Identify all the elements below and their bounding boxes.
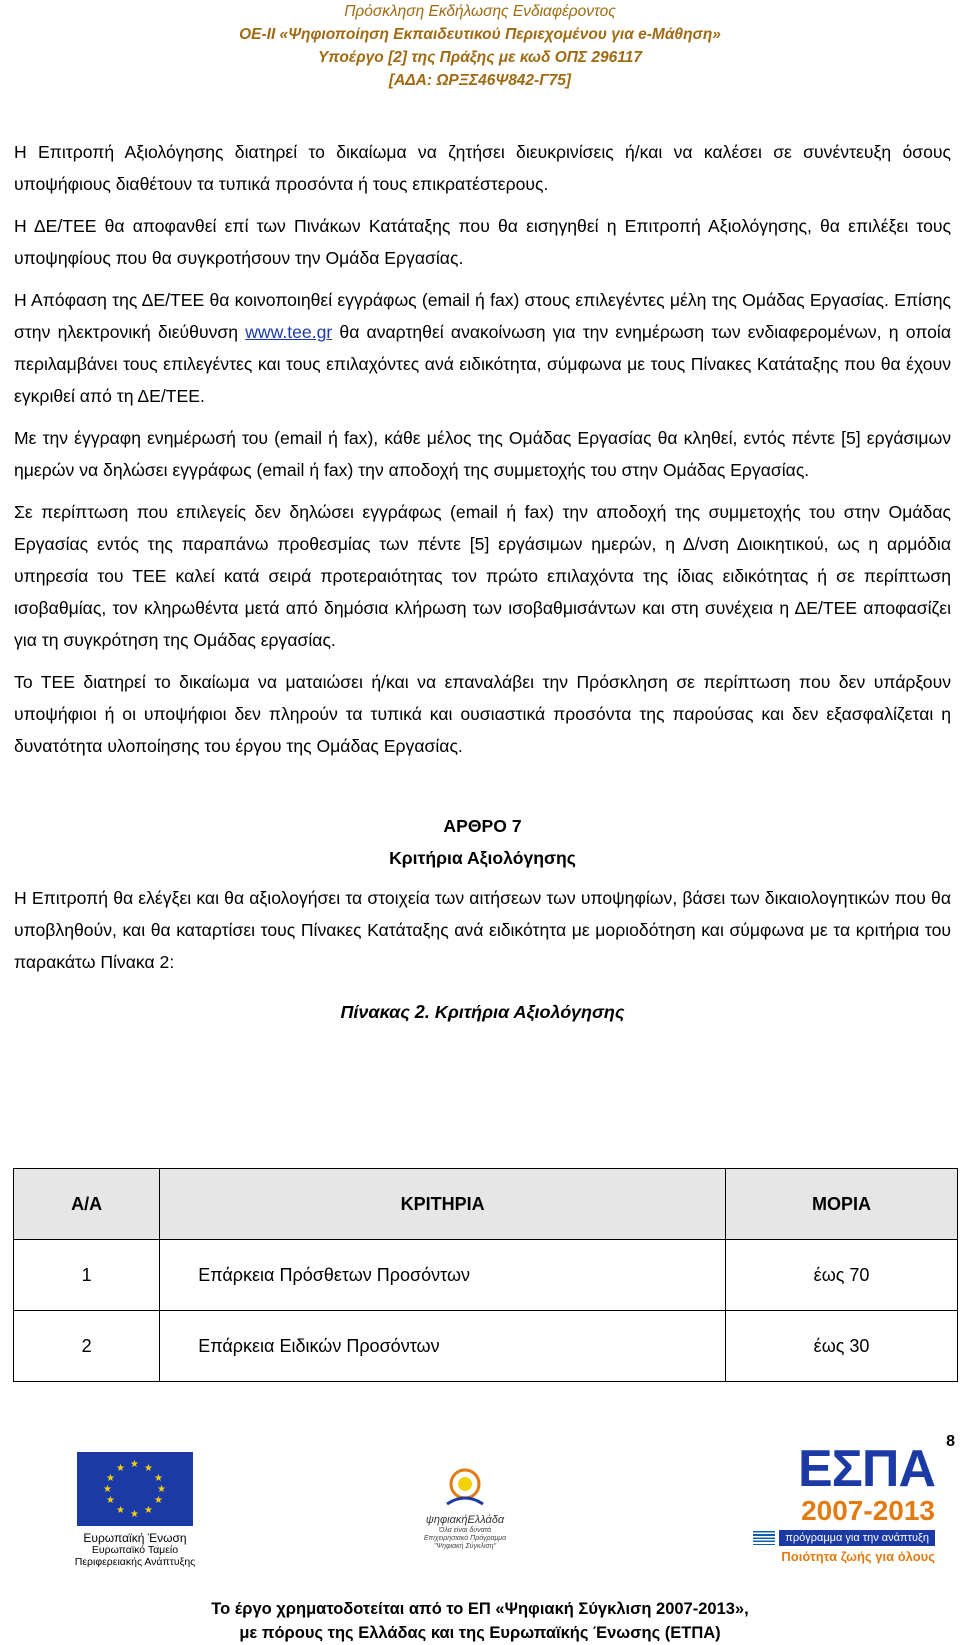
digital-greece-logo [405,1458,525,1551]
header-line-3: Υποέργο [2] της Πράξης με κωδ ΟΠΣ 296117 [318,49,642,66]
digital-greece-sub-1: Επιχειρησιακό Πρόγραμμα [423,1535,507,1542]
eu-caption [70,1532,200,1568]
eu-flag-icon: ★ ★ ★ ★ ★ ★ ★ ★ ★ ★ ★ ★ [77,1452,193,1526]
header-cell-index: Α/Α [14,1169,160,1240]
paragraph-2: Η ΔΕ/ΤΕΕ θα αποφανθεί επί των Πινάκων Κατάταξης που θα εισηγηθεί η Επιτροπή Αξιολόγησης, θα επιλέξει τους υποψηφίους που θα συγκροτήσουν την Ομάδα Εργασίας. [14,216,951,268]
article-number: ΑΡΘΡΟ 7 [443,816,522,836]
cell-index: 2 [14,1311,160,1382]
table-header-row [14,1169,958,1240]
paragraph-4: Με την έγγραφη ενημέρωσή του (email ή fax), κάθε μέλος της Ομάδας Εργασίας θα κληθεί, εντός πέντε [5] εργάσιμων ημερών να δηλώσει εγγράφως (email ή fax) την αποδοχή της συμμετοχής του στην Ομάδας Εργασίας. [14,428,951,480]
header-cell-points: ΜΟΡΙΑ [726,1169,958,1240]
document-header [0,0,960,92]
digital-greece-name: ψηφιακήΕλλάδα [425,1514,505,1526]
header-cell-criteria: ΚΡΙΤΗΡΙΑ [160,1169,726,1240]
espa-band: πρόγραμμα για την ανάπτυξη [779,1530,935,1546]
paragraph-6: Το ΤΕΕ διατηρεί το δικαίωμα να ματαιώσει ή/και να επαναλάβει την Πρόσκληση σε περίπτωση που δεν υπάρξουν υποψήφιοι ή οι υποψήφιοι δεν πληρούν τα τυπικά και ουσιαστικά προσόντα της παρούσας και δεν εξασφαλίζεται η δυνατότητα υλοποίησης του έργου της Ομάδας Εργασίας. [14,672,951,756]
header-line-4: [ΑΔΑ: ΩΡΞΣ46Ψ842-Γ75] [388,72,572,89]
paragraph-1: Η Επιτροπή Αξιολόγησης διατηρεί το δικαίωμα να ζητήσει διευκρινίσεις ή/και να καλέσει σε συνέντευξη όσους υποψήφιους διαθέτουν τα τυπικά προσόντα ή τους επικρατέστερους. [14,142,951,194]
espa-title: ΕΣΠΑ [798,1440,935,1498]
digital-greece-mark-icon [437,1458,493,1514]
table-row [14,1240,958,1311]
funding-footer [0,1597,960,1645]
paragraph-3-text-b: θα αναρτηθεί ανακοίνωση για την ενημέρωση των ενδιαφερομένων, η οποία περιλαμβάνει τους επιλεγέντες και τους επιλαχόντες ανά ειδικότητα, σύμφωνα με τους Πίνακες Κατάταξης που θα έχουν εγκριθεί από τη ΔΕ/ΤΕΕ. [14,322,951,406]
header-line-2: ΟΕ-ΙΙ «Ψηφιοποίηση Εκπαιδευτικού Περιεχομένου για e-Μάθηση» [239,26,721,43]
paragraph-5: Σε περίπτωση που επιλεγείς δεν δηλώσει εγγράφως (email ή fax) την αποδοχή της συμμετοχής του στην Ομάδας Εργασίας εντός της παραπάνω προθεσμίας των πέντε [5] εργάσιμων ημερών, η Δ/νση Διοικητικού, ως η αρμόδια υπηρεσία του ΤΕΕ καλεί κατά σειρά προτεραιότητας τον πρώτο επιλαχόντα της ίδιας ειδικότητας ή σε περίπτωση ισοβαθμίας, τον κληρωθέντα μετά από δημόσια κλήρωση των ισοβαθμισάντων και στη συνέχεια η ΔΕ/ΤΕΕ αποφασίζει για τη συγκρότηση της Ομάδας εργασίας. [14,502,951,650]
document-body [14,136,951,1048]
table-caption: Πίνακας 2. Κριτήρια Αξιολόγησης [340,1002,625,1022]
digital-greece-sub-2: "Ψηφιακή Σύγκλιση" [433,1543,497,1550]
cell-criteria: Επάρκεια Ειδικών Προσόντων [160,1311,726,1382]
table-row [14,1311,958,1382]
eu-logo [70,1452,200,1568]
article-title: Κριτήρια Αξιολόγησης [389,848,576,868]
eu-line-2: Ευρωπαϊκό Ταμείο [91,1544,179,1556]
footer-line-1: Το έργο χρηματοδοτείται από το ΕΠ «Ψηφιακή Σύγκλιση 2007-2013», [211,1600,749,1618]
footer-line-2: με πόρους της Ελλάδας και της Ευρωπαϊκής Ένωσης (ΕΤΠΑ) [239,1624,721,1642]
cell-points: έως 30 [726,1311,958,1382]
espa-slogan: Ποιότητα ζωής για όλους [781,1549,935,1564]
greek-flag-icon [753,1531,775,1545]
eu-line-3: Περιφερειακής Ανάπτυξης [74,1556,196,1568]
cell-index: 1 [14,1240,160,1311]
espa-logo [735,1442,935,1564]
paragraph-7: Η Επιτροπή θα ελέγξει και θα αξιολογήσει τα στοιχεία των αιτήσεων των υποψηφίων, βάσει των δικαιολογητικών που θα υποβληθούν, και θα καταρτίσει τους Πίνακες Κατάταξης ανά ειδικότητα με μοριοδότηση και σύμφωνα με τα κριτήρια του παρακάτω Πίνακα 2: [14,888,951,972]
header-line-1: Πρόσκληση Εκδήλωσης Ενδιαφέροντος [344,3,616,20]
footer-logos [0,1440,960,1600]
criteria-table [13,1168,958,1382]
digital-greece-slogan: Όλα είναι δυνατά [438,1527,492,1534]
espa-years: 2007-2013 [801,1495,935,1526]
paragraph-3-text-a: Η Απόφαση της ΔΕ/ΤΕΕ θα κοινοποιηθεί εγγράφως (email ή fax) στους επιλεγέντες μέλη της Ομάδας Εργασίας. Επίσης στην ηλεκτρονική διεύθυνση [14,290,951,342]
paragraph-3 [14,284,951,412]
cell-points: έως 70 [726,1240,958,1311]
cell-criteria: Επάρκεια Πρόσθετων Προσόντων [160,1240,726,1311]
page-number: 8 [946,1433,955,1450]
eu-line-1: Ευρωπαϊκή Ένωση [83,1531,187,1545]
tee-website-link[interactable]: www.tee.gr [245,322,333,342]
